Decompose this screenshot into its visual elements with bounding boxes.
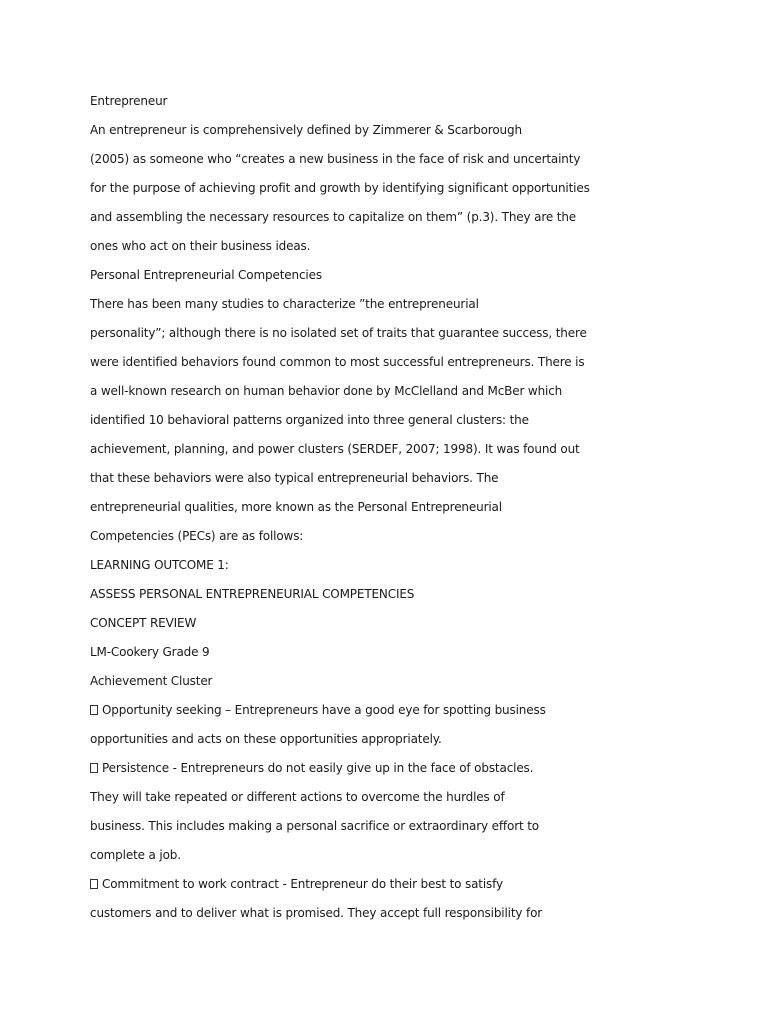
line-text: that these behaviors were also typical entrepreneurial behaviors. The (90, 471, 499, 485)
missing-glyph-icon (90, 879, 98, 889)
section-heading (90, 551, 730, 580)
line-text: (2005) as someone who “creates a new business in the face of risk and uncertainty (90, 152, 581, 166)
source-label (90, 638, 730, 667)
line-text: ASSESS PERSONAL ENTREPRENEURIAL COMPETENCIES (90, 587, 415, 601)
paragraph-line (90, 377, 730, 406)
document-title (90, 87, 730, 116)
bullet-item (90, 754, 730, 783)
line-text: identified 10 behavioral patterns organized into three general clusters: the (90, 413, 529, 427)
line-text: LEARNING OUTCOME 1: (90, 558, 229, 572)
line-text: entrepreneurial qualities, more known as the Personal Entrepreneurial (90, 500, 502, 514)
missing-glyph-icon (90, 763, 98, 773)
paragraph-line (90, 174, 730, 203)
line-text: Entrepreneur (90, 94, 168, 108)
line-text: Personal Entrepreneurial Competencies (90, 268, 322, 282)
paragraph-line (90, 435, 730, 464)
paragraph-line (90, 812, 730, 841)
line-text: CONCEPT REVIEW (90, 616, 197, 630)
section-heading (90, 261, 730, 290)
paragraph-line (90, 493, 730, 522)
paragraph-line (90, 203, 730, 232)
paragraph-line (90, 522, 730, 551)
section-heading (90, 667, 730, 696)
section-heading (90, 609, 730, 638)
paragraph-line (90, 348, 730, 377)
bullet-item (90, 870, 730, 899)
line-text: personality”; although there is no isolated set of traits that guarantee success, there (90, 326, 587, 340)
paragraph-line (90, 406, 730, 435)
line-text: for the purpose of achieving profit and growth by identifying significant opportunities (90, 181, 590, 195)
line-text: An entrepreneur is comprehensively defined by Zimmerer & Scarborough (90, 123, 522, 137)
paragraph-line (90, 290, 730, 319)
line-text: were identified behaviors found common to most successful entrepreneurs. There is (90, 355, 585, 369)
paragraph-line (90, 145, 730, 174)
paragraph-line (90, 319, 730, 348)
line-text: achievement, planning, and power clusters (SERDEF, 2007; 1998). It was found out (90, 442, 580, 456)
paragraph-line (90, 899, 730, 928)
line-text: a well-known research on human behavior done by McClelland and McBer which (90, 384, 563, 398)
paragraph-line (90, 116, 730, 145)
line-text: complete a job. (90, 848, 181, 862)
section-heading (90, 580, 730, 609)
line-text: There has been many studies to characterize ”the entrepreneurial (90, 297, 479, 311)
line-text: customers and to deliver what is promised. They accept full responsibility for (90, 906, 543, 920)
document-body (90, 87, 730, 928)
line-text: LM-Cookery Grade 9 (90, 645, 210, 659)
paragraph-line (90, 464, 730, 493)
paragraph-line (90, 783, 730, 812)
line-text: and assembling the necessary resources to capitalize on them” (p.3). They are the (90, 210, 577, 224)
line-text: Persistence - Entrepreneurs do not easily give up in the face of obstacles. (102, 761, 534, 775)
line-text: business. This includes making a personal sacrifice or extraordinary effort to (90, 819, 539, 833)
paragraph-line (90, 841, 730, 870)
line-text: ones who act on their business ideas. (90, 239, 311, 253)
line-text: They will take repeated or different actions to overcome the hurdles of (90, 790, 505, 804)
paragraph-line (90, 232, 730, 261)
missing-glyph-icon (90, 705, 98, 715)
line-text: Competencies (PECs) are as follows: (90, 529, 304, 543)
line-text: Opportunity seeking – Entrepreneurs have a good eye for spotting business (102, 703, 546, 717)
line-text: Achievement Cluster (90, 674, 213, 688)
paragraph-line (90, 725, 730, 754)
line-text: Commitment to work contract - Entrepreneur do their best to satisfy (102, 877, 503, 891)
line-text: opportunities and acts on these opportunities appropriately. (90, 732, 442, 746)
bullet-item (90, 696, 730, 725)
